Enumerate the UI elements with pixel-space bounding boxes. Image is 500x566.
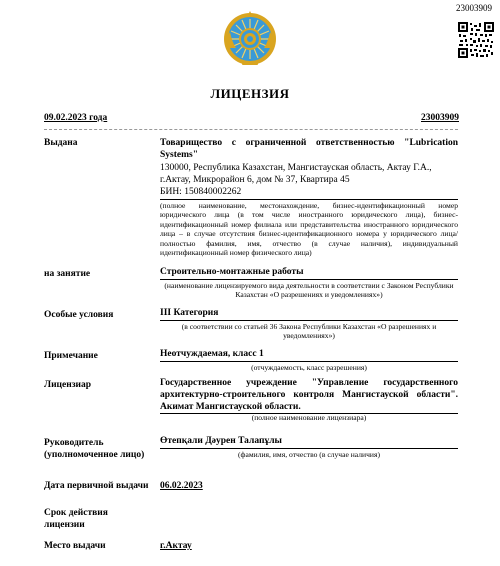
license-title: ЛИЦЕНЗИЯ [210,86,290,101]
remark-note: (отчуждаемость, класс разрешения) [251,363,367,372]
conditions-value-text: III Категория [160,308,219,318]
place-label: Место выдачи [44,541,106,551]
head-note: (фамилия, имя, отчество (в случае наличия) [238,450,380,459]
remark-value [160,348,458,360]
remark-underline [160,361,458,362]
issued-name [160,137,458,161]
activity-underline [160,279,458,280]
issued-bin: БИН: 150840002262 [160,187,242,197]
licensor-label: Лицензиар [44,380,92,390]
header-divider [44,129,458,130]
activity-label: на занятие [44,269,91,279]
issued-name-text: Товарищество с ограниченной ответственностью "Lubrication Systems" [160,138,458,160]
kazakhstan-emblem-icon [222,10,278,66]
first-issue-value [160,480,458,492]
head-label-sub: (уполномоченное лицо) [44,450,145,460]
qr-code-icon [458,22,494,58]
head-label: Руководитель [44,438,104,448]
issue-date: 09.02.2023 года [44,113,108,123]
validity-label-sub: лицензии [44,520,85,530]
validity-label: Срок действия [44,508,108,518]
license-number: 23003909 [421,113,459,123]
conditions-value [160,307,458,319]
head-underline [160,448,458,449]
conditions-underline [160,320,458,321]
head-value [160,435,458,447]
conditions-label: Особые условия [44,310,114,320]
activity-value-text: Строительно-монтажные работы [160,267,304,277]
remark-label: Примечание [44,351,98,361]
issued-address: 130000, Республика Казахстан, Мангистауская область, Актау Г.А., г.Актау, Микрорайон 6, дом № 37, Квартира 45 [160,163,432,185]
issued-label: Выдана [44,138,78,148]
issued-note: (полное наименование, местонахождение, бизнес-идентификационный номер юридического лица (в том числе иностранного юридического лица), бизнес-идентификационный номер филиала или представительства иностранного юридического лица – в случае отсутствия бизнес-идентификационного номера у юридического лица/полностью фамилия, имя, отчество (в случае наличия), индивидуальный идентификационный номер физического лица) [160,201,458,258]
head-value-text: Өтепқали Дәурен Талапұлы [160,436,282,446]
place-value [160,540,458,552]
document-number: 23003909 [456,3,492,13]
activity-note: (наименование лицензируемого вида деятельности в соответствии с Законом Республики Казахстан «О разрешениях и уведомлениях») [164,281,454,300]
place-value-text: г.Актау [160,541,192,551]
remark-value-text: Неотчуждаемая, класс 1 [160,349,264,359]
issued-underline [160,199,458,200]
conditions-note: (в соответствии со статьей 36 Закона Республики Казахстан «О разрешениях и уведомлениях») [181,322,437,341]
licensor-value [160,377,458,413]
first-issue-value-text: 06.02.2023 [160,481,203,491]
first-issue-label: Дата первичной выдачи [44,481,149,491]
activity-value [160,266,458,278]
licensor-value-text: Государственное учреждение "Управление государственного архитектурно-строительного контроля Мангистауской области". Акимат Мангистауской области. [160,378,458,412]
licensor-note: (полное наименование лицензиара) [251,413,367,422]
